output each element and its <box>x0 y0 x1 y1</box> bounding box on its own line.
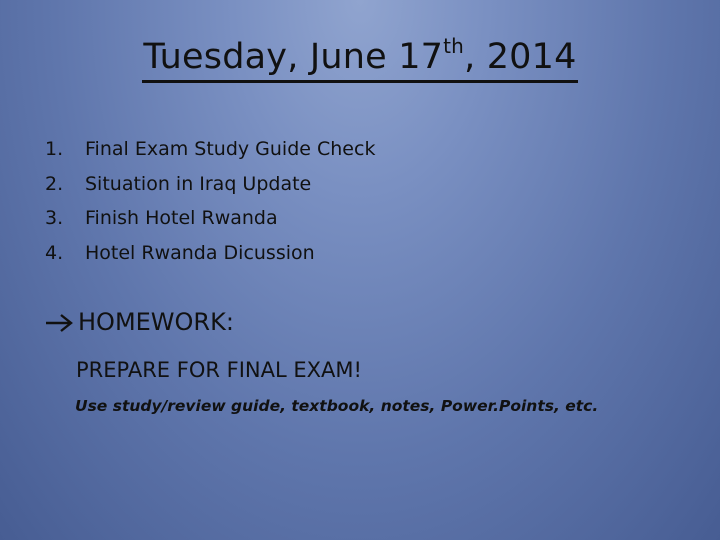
title-underlined-text <box>142 36 577 83</box>
right-arrow-icon <box>44 310 78 335</box>
agenda-item-text: Hotel Rwanda Dicussion <box>85 241 315 264</box>
agenda-item-text: Final Exam Study Guide Check <box>85 138 376 160</box>
agenda-item <box>45 236 375 271</box>
slide-title <box>0 36 720 83</box>
agenda-item-number: 3. <box>45 207 64 229</box>
agenda-item-number: 1. <box>45 138 64 160</box>
agenda-item <box>45 201 375 236</box>
homework-details: Use study/review guide, textbook, notes, Power.Points, etc. <box>75 397 599 415</box>
agenda-item-text: Finish Hotel Rwanda <box>85 207 278 229</box>
agenda-item <box>45 132 375 167</box>
agenda-item-text: Situation in Iraq Update <box>85 172 312 195</box>
agenda-list <box>45 132 375 270</box>
title-superscript: th <box>443 34 465 59</box>
title-rest: , 2014 <box>464 37 577 77</box>
agenda-item-number: 2. <box>45 172 64 195</box>
title-main: Tuesday, June 17 <box>143 37 444 77</box>
agenda-item-number: 4. <box>45 241 64 264</box>
homework-task: PREPARE FOR FINAL EXAM! <box>76 358 362 382</box>
agenda-item <box>45 167 375 202</box>
homework-heading <box>44 308 234 336</box>
homework-label: HOMEWORK: <box>78 308 234 336</box>
